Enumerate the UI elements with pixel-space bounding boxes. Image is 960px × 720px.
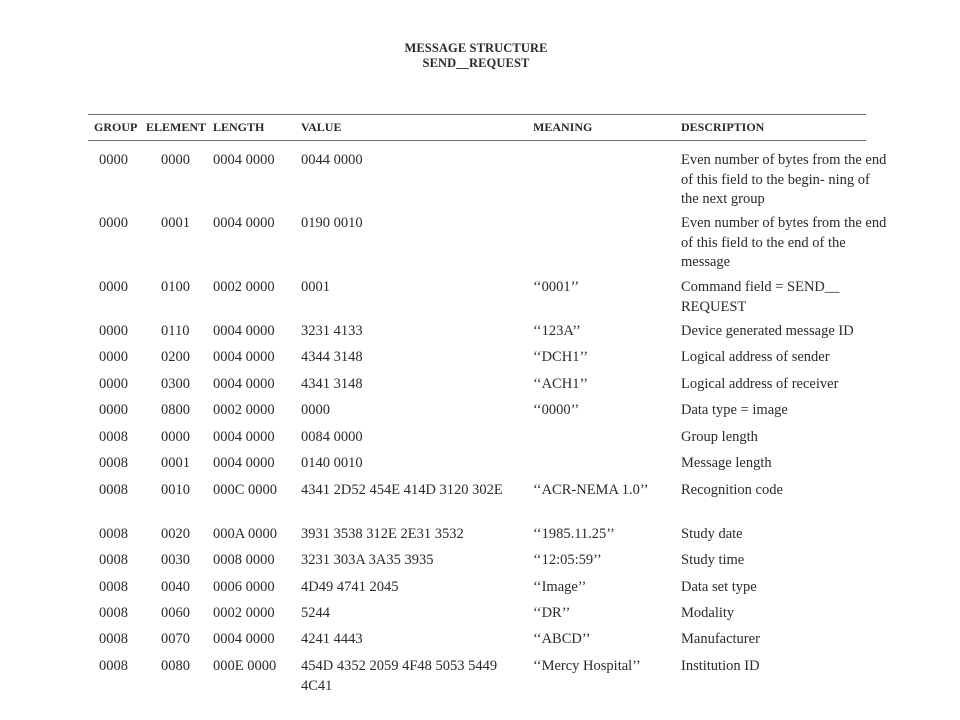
header-description: DESCRIPTION — [681, 120, 765, 134]
cell-value: 3231 4133 — [301, 323, 363, 339]
cell-value: 5244 — [301, 605, 330, 621]
cell-length: 0004 0000 — [213, 376, 275, 392]
cell-value: 0190 0010 — [301, 215, 363, 231]
cell-group: 0008 — [99, 552, 128, 568]
cell-group: 0000 — [99, 215, 128, 231]
cell-description: Group length — [681, 429, 758, 445]
cell-element: 0800 — [161, 402, 190, 418]
cell-element: 0040 — [161, 579, 190, 595]
cell-length: 0006 0000 — [213, 579, 275, 595]
cell-element: 0060 — [161, 605, 190, 621]
cell-length: 0004 0000 — [213, 215, 275, 231]
cell-element: 0010 — [161, 482, 190, 498]
cell-length: 0002 0000 — [213, 605, 275, 621]
cell-element: 0000 — [161, 152, 190, 168]
cell-description: Message length — [681, 455, 772, 471]
cell-element: 0110 — [161, 323, 190, 339]
cell-meaning: ‘‘Image’’ — [533, 579, 587, 595]
cell-group: 0000 — [99, 349, 128, 365]
cell-group: 0000 — [99, 323, 128, 339]
cell-meaning: ‘‘123A’’ — [533, 323, 581, 339]
cell-group: 0008 — [99, 482, 128, 498]
cell-element: 0100 — [161, 279, 190, 295]
cell-group: 0008 — [99, 605, 128, 621]
cell-description: Data type = image — [681, 402, 788, 418]
cell-meaning: ‘‘0001’’ — [533, 279, 580, 295]
cell-value: 0044 0000 — [301, 152, 363, 168]
cell-length: 000E 0000 — [213, 658, 277, 674]
cell-value: 0001 — [301, 279, 330, 295]
cell-meaning: ‘‘DCH1’’ — [533, 349, 589, 365]
cell-length: 0004 0000 — [213, 152, 275, 168]
cell-element: 0020 — [161, 526, 190, 542]
table-top-rule — [88, 114, 866, 115]
cell-value: 0084 0000 — [301, 429, 363, 445]
cell-length: 000A 0000 — [213, 526, 278, 542]
cell-description: Device generated message ID — [681, 323, 854, 339]
cell-element: 0030 — [161, 552, 190, 568]
cell-description: Even number of bytes from the end of this field to the begin- ning of the next group — [681, 152, 887, 207]
table-header-rule — [88, 140, 866, 141]
cell-group: 0000 — [99, 279, 128, 295]
cell-element: 0001 — [161, 455, 190, 471]
cell-description: Command field = SEND__ REQUEST — [681, 279, 840, 315]
cell-group: 0000 — [99, 376, 128, 392]
cell-length: 0004 0000 — [213, 323, 275, 339]
cell-element: 0000 — [161, 429, 190, 445]
cell-description: Data set type — [681, 579, 757, 595]
cell-element: 0300 — [161, 376, 190, 392]
cell-value: 0000 — [301, 402, 330, 418]
cell-element: 0200 — [161, 349, 190, 365]
cell-value: 4344 3148 — [301, 349, 363, 365]
cell-element: 0001 — [161, 215, 190, 231]
header-length: LENGTH — [213, 120, 265, 134]
cell-length: 0004 0000 — [213, 429, 275, 445]
header-value: VALUE — [301, 120, 342, 134]
cell-length: 0008 0000 — [213, 552, 275, 568]
cell-group: 0008 — [99, 579, 128, 595]
cell-description: Manufacturer — [681, 631, 760, 647]
header-meaning: MEANING — [533, 120, 593, 134]
cell-meaning: ‘‘DR’’ — [533, 605, 571, 621]
cell-description: Even number of bytes from the end of this field to the end of the message — [681, 215, 887, 270]
cell-meaning: ‘‘Mercy Hospital’’ — [533, 658, 641, 674]
cell-length: 0004 0000 — [213, 349, 275, 365]
cell-meaning: ‘‘12:05:59’’ — [533, 552, 602, 568]
cell-meaning: ‘‘0000’’ — [533, 402, 580, 418]
cell-length: 0002 0000 — [213, 279, 275, 295]
cell-meaning: ‘‘ACR-NEMA 1.0’’ — [533, 482, 649, 498]
cell-length: 0004 0000 — [213, 455, 275, 471]
cell-element: 0070 — [161, 631, 190, 647]
cell-meaning: ‘‘ABCD’’ — [533, 631, 591, 647]
cell-group: 0008 — [99, 526, 128, 542]
cell-description: Modality — [681, 605, 735, 621]
cell-value: 0140 0010 — [301, 455, 363, 471]
document-title: MESSAGE STRUCTURE — [404, 41, 548, 55]
cell-description: Logical address of receiver — [681, 376, 839, 392]
cell-element: 0080 — [161, 658, 190, 674]
cell-group: 0000 — [99, 402, 128, 418]
cell-description: Institution ID — [681, 658, 760, 674]
cell-group: 0008 — [99, 455, 128, 471]
cell-group: 0008 — [99, 429, 128, 445]
cell-value: 3231 303A 3A35 3935 — [301, 552, 434, 568]
cell-meaning: ‘‘1985.11.25’’ — [533, 526, 615, 542]
cell-value: 4341 3148 — [301, 376, 363, 392]
document-subtitle: SEND__REQUEST — [422, 56, 530, 70]
title-block — [0, 41, 952, 71]
cell-value: 3931 3538 312E 2E31 3532 — [301, 526, 464, 542]
cell-length: 0002 0000 — [213, 402, 275, 418]
cell-description: Study date — [681, 526, 743, 542]
cell-value: 4341 2D52 454E 414D 3120 302E — [301, 482, 503, 498]
header-element: ELEMENT — [146, 120, 207, 134]
cell-description: Study time — [681, 552, 745, 568]
cell-description: Logical address of sender — [681, 349, 830, 365]
cell-meaning: ‘‘ACH1’’ — [533, 376, 589, 392]
cell-value: 454D 4352 2059 4F48 5053 5449 4C41 — [301, 658, 498, 694]
cell-value: 4241 4443 — [301, 631, 363, 647]
cell-group: 0000 — [99, 152, 128, 168]
header-group: GROUP — [94, 120, 138, 134]
cell-group: 0008 — [99, 658, 128, 674]
cell-length: 000C 0000 — [213, 482, 278, 498]
cell-value: 4D49 4741 2045 — [301, 579, 399, 595]
cell-group: 0008 — [99, 631, 128, 647]
cell-description: Recognition code — [681, 482, 783, 498]
cell-length: 0004 0000 — [213, 631, 275, 647]
